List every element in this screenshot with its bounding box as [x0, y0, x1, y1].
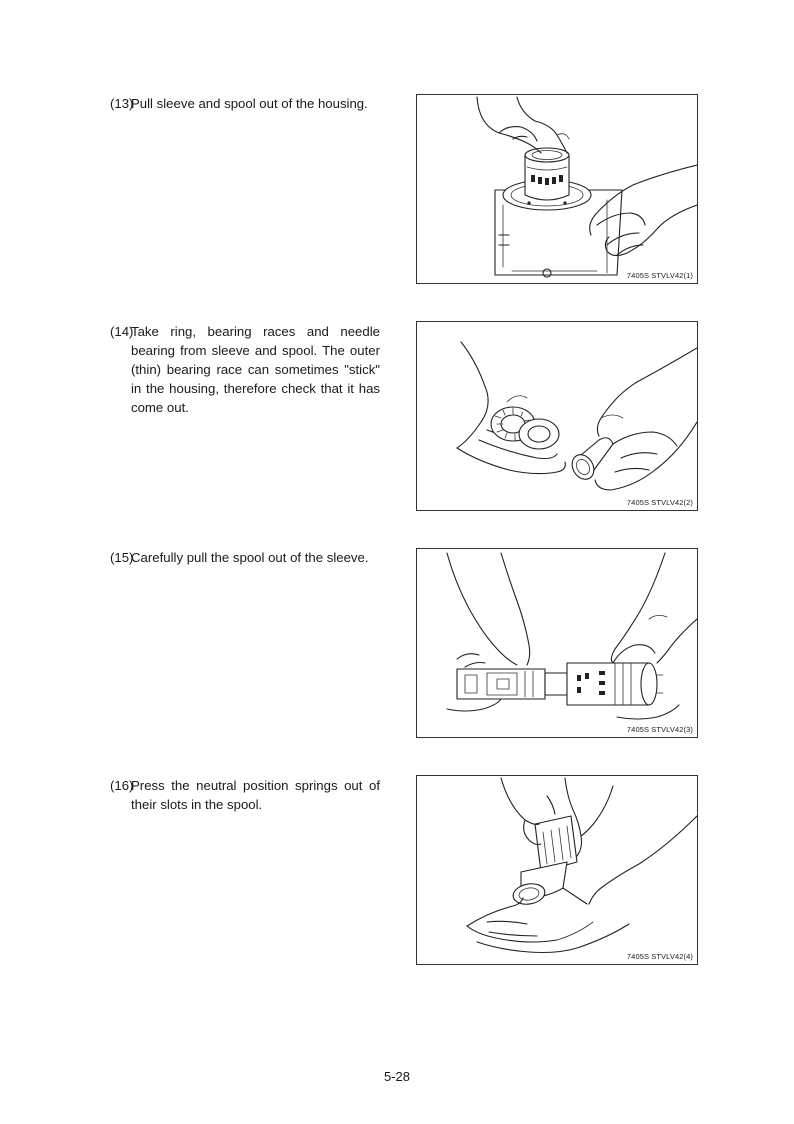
figure-step-13 [416, 94, 698, 284]
step-number: (16) [110, 778, 134, 793]
figure-caption: 7405S STVLV42(4) [626, 952, 693, 961]
step-text: Press the neutral position springs out of their slots in the spool. [131, 778, 380, 812]
figure-step-16 [416, 775, 698, 965]
page-number: 5-28 [383, 1069, 411, 1084]
step-number: (14) [110, 324, 134, 339]
step-text: Take ring, bearing races and needle bearing from sleeve and spool. The outer (thin) bearing race can sometimes "stick" in the housing, therefore check that it has come out. [131, 324, 380, 415]
step-number: (13) [110, 96, 134, 111]
illustration-bearing-races [417, 322, 697, 510]
step-15 [110, 548, 380, 567]
illustration-neutral-springs [417, 776, 697, 964]
figure-caption: 7405S STVLV42(1) [626, 271, 693, 280]
illustration-spool-sleeve [417, 549, 697, 737]
step-text: Pull sleeve and spool out of the housing. [131, 96, 368, 111]
step-13 [110, 94, 380, 113]
figure-caption: 7405S STVLV42(3) [626, 725, 693, 734]
step-16 [110, 776, 380, 814]
step-text: Carefully pull the spool out of the sleeve. [131, 550, 369, 565]
figure-caption: 7405S STVLV42(2) [626, 498, 693, 507]
figure-step-15 [416, 548, 698, 738]
figure-step-14 [416, 321, 698, 511]
step-14 [110, 322, 380, 417]
step-number: (15) [110, 550, 134, 565]
illustration-pull-sleeve [417, 95, 697, 283]
